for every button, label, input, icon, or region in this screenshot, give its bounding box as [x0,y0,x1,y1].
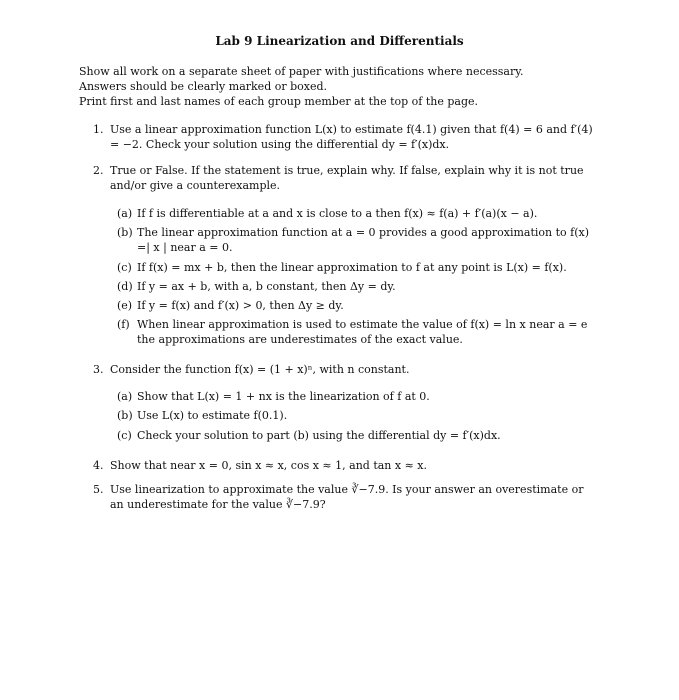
problem-2c [117,260,601,275]
problem-2 [93,163,600,193]
problem-2d [117,279,601,294]
part-label: (e) [117,299,133,312]
problem-2b [117,225,601,255]
problem-number: 1. [93,123,104,136]
problem-2e [117,298,601,313]
page-title: Lab 9 Linearization and Differentials [215,34,464,48]
part-text: If y = f(x) and f′(x) > 0, then Δy ≥ dy. [137,299,344,312]
problem-3c [117,428,601,443]
problem-text: True or False. If the statement is true, explain why. If false, explain why it is not true and/or give a counterexample. [110,164,584,192]
part-label: (c) [117,261,132,274]
problem-number: 3. [93,363,104,376]
part-label: (b) [117,409,133,422]
problem-2f [117,317,601,347]
problem-text: Show that near x = 0, sin x ≈ x, cos x ≈ 1, and tan x ≈ x. [110,459,427,472]
problem-text: Consider the function f(x) = (1 + x)ⁿ, with n constant. [110,363,410,376]
problem-number: 5. [93,483,104,496]
part-label: (a) [117,207,133,220]
part-label: (d) [117,280,133,293]
instructions [79,64,619,109]
instruction-line: Print first and last names of each group member at the top of the page. [79,95,479,108]
problem-5 [93,482,600,512]
problem-text: Use a linear approximation function L(x) to estimate f(4.1) given that f(4) = 6 and f′(4) = −2. Check your solution using the differential dy = f′(x)dx. [110,123,593,151]
part-label: (c) [117,429,132,442]
part-label: (b) [117,226,133,239]
part-text: The linear approximation function at a = 0 provides a good approximation to f(x) =| x | near a = 0. [137,226,590,254]
part-text: Use L(x) to estimate f(0.1). [137,409,288,422]
problem-text: Use linearization to approximate the value ∛−7.9. Is your answer an overestimate or an underestimate for the value ∛−7.9? [110,483,584,511]
part-text: When linear approximation is used to estimate the value of f(x) = ln x near a = e the approximations are underestimates of the exact value. [137,318,588,346]
problem-number: 2. [93,164,104,177]
instruction-line: Answers should be clearly marked or boxed. [79,80,328,93]
instruction-line: Show all work on a separate sheet of paper with justifications where necessary. [79,65,524,78]
problem-3 [93,362,600,377]
part-text: Show that L(x) = 1 + nx is the linearization of f at 0. [137,390,430,403]
problem-1 [93,122,600,152]
problem-4 [93,458,600,473]
problem-number: 4. [93,459,104,472]
part-label: (a) [117,390,133,403]
part-text: If f(x) = mx + b, then the linear approximation to f at any point is L(x) = f(x). [137,261,567,274]
part-label: (f) [117,318,130,331]
part-text: If f is differentiable at a and x is close to a then f(x) ≈ f(a) + f′(a)(x − a). [137,207,538,220]
part-text: Check your solution to part (b) using the differential dy = f′(x)dx. [137,429,501,442]
problem-2a [117,206,601,221]
problem-3a [117,389,601,404]
problem-3b [117,408,601,423]
part-text: If y = ax + b, with a, b constant, then Δy = dy. [137,280,396,293]
